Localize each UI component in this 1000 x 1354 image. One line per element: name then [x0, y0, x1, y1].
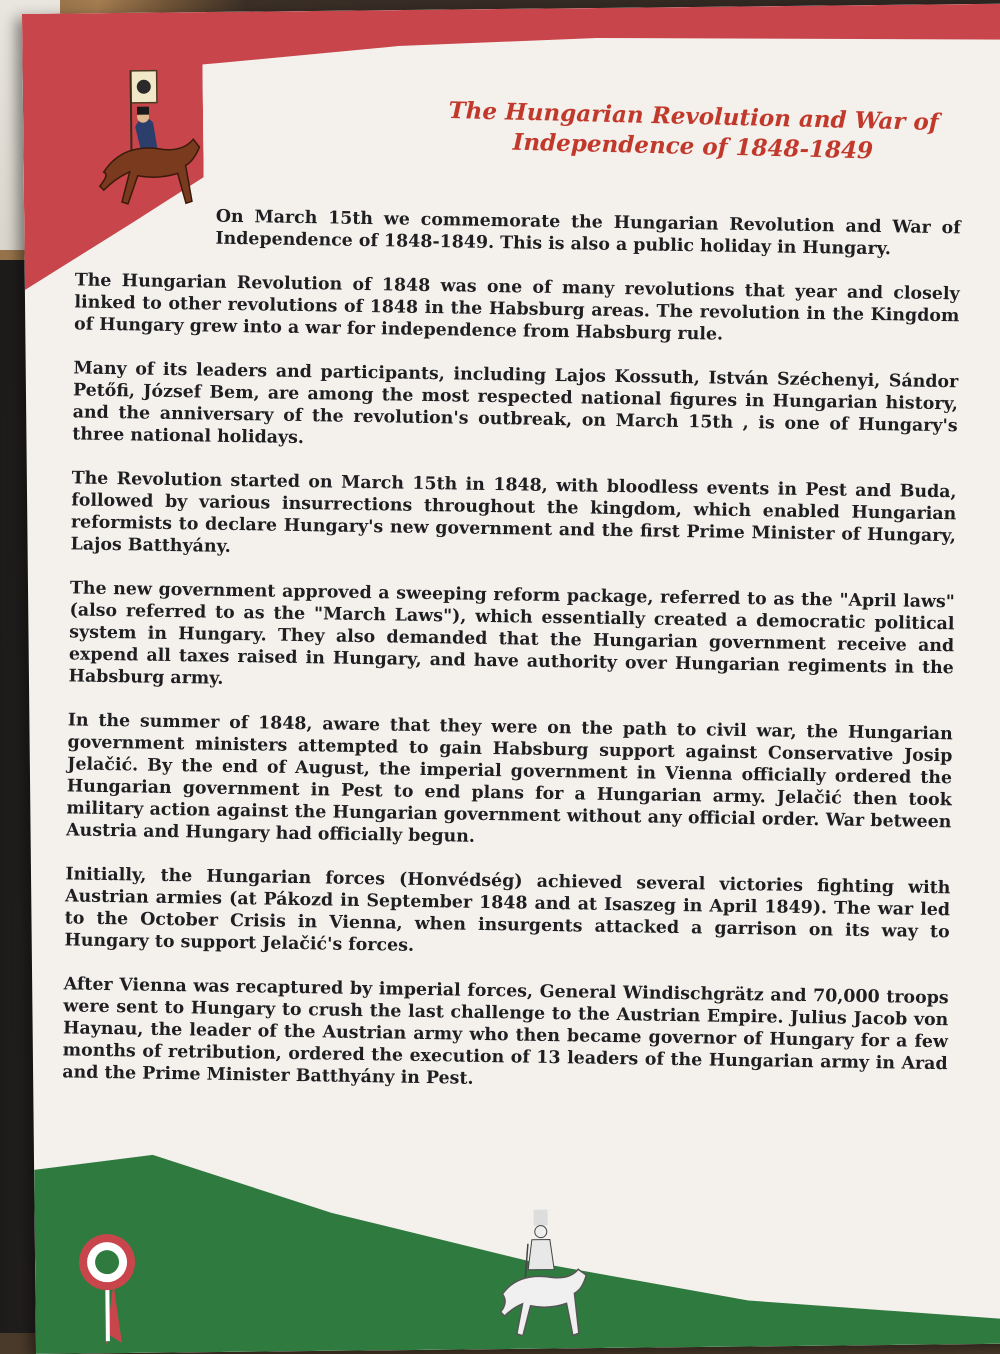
paragraph-april-laws: The new government approved a sweeping reform package, referred to as the "April laws" (also referred to as the "March Laws"), which essentially created a democratic political system in Hungary. They also demanded that the Hungarian government receive and expend all taxes raised in Hungary, and have authority over Hungarian regiments in the Habsburg army.	[68, 578, 955, 689]
hussar-rider-icon	[489, 1203, 600, 1344]
paragraph-summer-1848: In the summer of 1848, aware that they were on the path to civil war, the Hungarian government ministers attempted to gain Habsburg support against Conservative Josip Jelačić. By the end of August, the imperial government in Vienna officially ordered the Hungarian government in Pest to end plans for a Hungarian army. Jelačić then took military action against the Hungarian government without any official order. War between Austria and Hungary had officially begun.	[65, 710, 953, 847]
title-line-2: Independence of 1848-1849	[512, 128, 874, 165]
paragraph-haynau: After Vienna was recaptured by imperial forces, General Windischgrätz and 70,000 troops were sent to Hungary to crush the last challenge to the Austrian Empire. Julius Jacob von Haynau, the leader of the Austrian army who then became governor of Hungary for a few months of retribution, ordered the execution of 13 leaders of the Hungarian army in Arad and the Prime Minister Batthyány in Pest.	[62, 974, 949, 1089]
article-body	[62, 203, 961, 1119]
hungarian-cockade-icon	[75, 1228, 146, 1349]
paragraph-leaders: Many of its leaders and participants, including Lajos Kossuth, István Széchenyi, Sándor Petőfi, József Bem, are among the most respected national figures in Hungarian history, and the anniversary of the revolution's outbreak, on March 15th , is one of Hungary's three national holidays.	[72, 358, 959, 449]
page-title	[403, 95, 984, 169]
paragraph-honvedseg: Initially, the Hungarian forces (Honvédség) achieved several victories fighting with Austrian armies (at Pákozd in September 1848 and at Isaszeg in April 1849). The war led to the October Crisis in Vienna, when insurgents attacked a garrison on its way to Hungary to support Jelačić's forces.	[64, 864, 951, 956]
hussar-rider-with-flag-icon	[83, 66, 215, 217]
paragraph-intro: On March 15th we commemorate the Hungarian Revolution and War of Independence of 1848-1849. This is also a public holiday in Hungary.	[215, 206, 961, 260]
paragraph-revolution-start: The Revolution started on March 15th in 1848, with bloodless events in Pest and Buda, followed by various insurrections throughout the kingdom, which enabled Hungarian reformists to declare Hungary's new government and the first Prime Minister of Hungary, Lajos Batthyány.	[70, 468, 957, 557]
leaflet-page	[22, 4, 1000, 1354]
paragraph-revolution-context: The Hungarian Revolution of 1848 was one of many revolutions that year and closely linked to other revolutions of 1848 in the Habsburg areas. The revolution in the Kingdom of Hungary grew into a war for independence from Habsburg rule.	[73, 270, 960, 345]
title-line-1: The Hungarian Revolution and War of	[448, 96, 940, 136]
